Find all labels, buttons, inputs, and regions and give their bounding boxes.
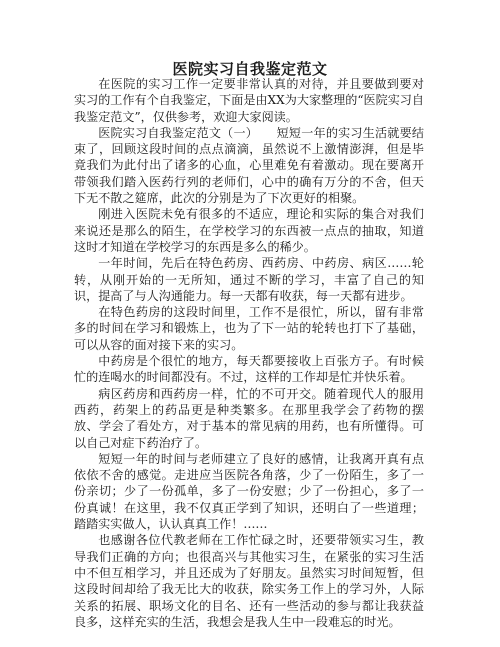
- paragraph: 在特色药房的这段时间里，工作不是很忙，所以，留有非常多的时间在学习和锻炼上，也为了下一站的轮转也打下了基础，可以从容的面对接下来的实习。: [74, 305, 424, 352]
- paragraph: 病区药房和西药房一样，忙的不可开交。随着现代人的服用西药，药架上的药品更是种类繁多。在那里我学会了药物的摆放、学会了看处方，对于基本的常见病的用药，也有所懂得。可以自己对症下药治疗了。: [74, 386, 424, 450]
- paragraph: 在医院的实习工作一定要非常认真的对待，并且要做到要对实习的工作有个自我鉴定，下面是由XX为大家整理的“医院实习自我鉴定范文”，仅供参考，欢迎大家阅读。: [74, 77, 424, 124]
- document-body: [74, 76, 424, 630]
- paragraph: 医院实习自我鉴定范文（一） 短短一年的实习生活就要结束了，回顾这段时间的点点滴滴，虽然说不上激情澎湃，但是毕竟我们为此付出了诸多的心血，心里难免有着激动。现在要离开带领我们踏入医药行列的老师们，心中的确有万分的不舍，但天下无不散之筵席，此次的分别是为了下次更好的相聚。: [74, 125, 424, 206]
- paragraph: 短短一年的时间与老师建立了良好的感情，让我离开真有点依依不舍的感觉。走进应当医院各角落，少了一份陌生，多了一份亲切；少了一份孤单，多了一份安慰；少了一份担心，多了一份真诚！在这里，我不仅真正学到了知识，还明白了一些道理；踏踏实实做人，认认真真工作！……: [74, 451, 424, 532]
- paragraph: 一年时间，先后在特色药房、西药房、中药房、病区……轮转，从刚开始的一无所知，通过不断的学习，丰富了自己的知识，提高了与人沟通能力。每一天都有收获，每一天都有进步。: [74, 256, 424, 303]
- paragraph: 中药房是个很忙的地方，每天都要接收上百张方子。有时候忙的连喝水的时间都没有。不过，这样的工作却是忙并快乐着。: [74, 354, 424, 385]
- paragraph: 刚进入医院未免有很多的不适应，理论和实际的集合对我们来说还是那么的陌生，在学校学习的东西被一点点的抽取，知道这时才知道在学校学习的东西是多么的稀少。: [74, 207, 424, 254]
- paragraph: 也感谢各位代教老师在工作忙碌之时，还要带领实习生，教导我们正确的方向；也很高兴与其他实习生，在紧张的实习生活中不但互相学习，并且还成为了好朋友。虽然实习时间短暂，但这段时间却给了我无比大的收获，除实务工作上的学习外，人际关系的拓展、职场文化的目名、还有一些活动的参与都让我获益良多，这样充实的生活，我想会是我人生中一段难忘的时光。: [74, 533, 424, 629]
- document-title: 医院实习自我鉴定范文: [172, 60, 328, 78]
